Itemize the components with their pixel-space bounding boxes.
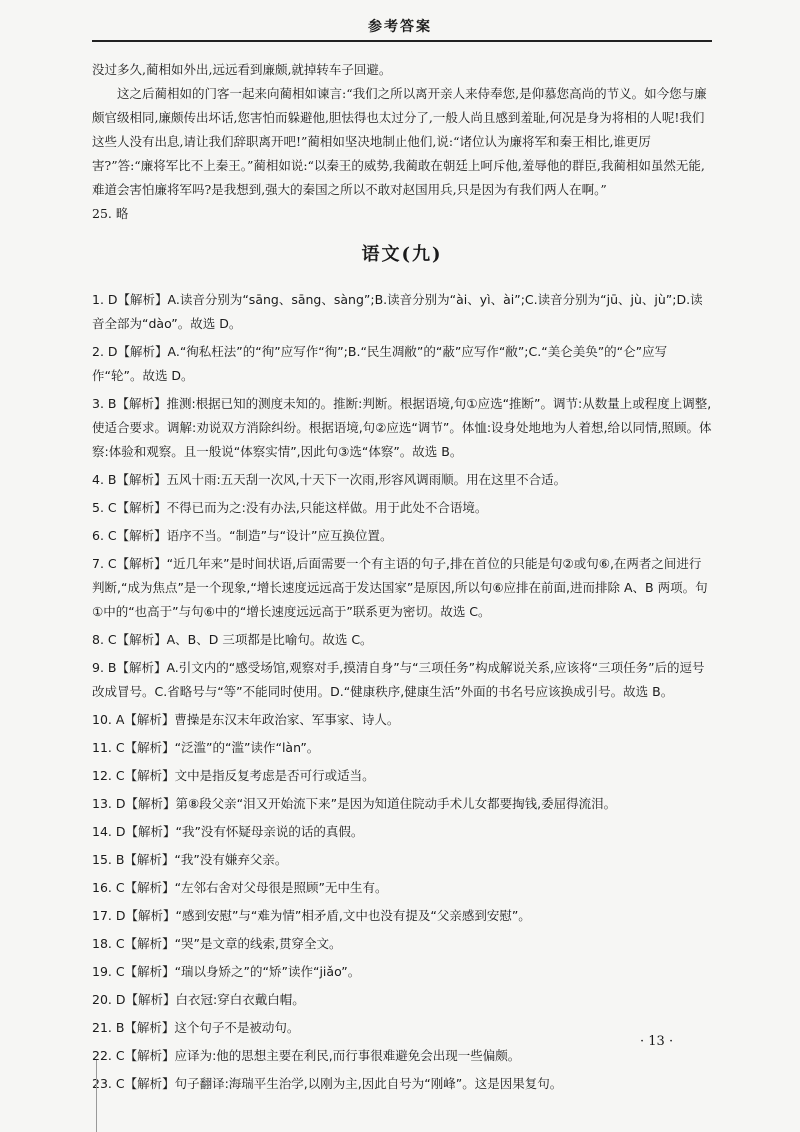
answer-item: 2. D【解析】A.“徇私枉法”的“徇”应写作“徇”;B.“民生凋敝”的“蔽”应写作“敝”;C.“美仑美奂”的“仑”应写作“轮”。故选 D。 bbox=[92, 344, 668, 383]
answer-item: 14. D【解析】“我”没有怀疑母亲说的话的真假。 bbox=[92, 824, 364, 839]
answer-item: 22. C【解析】应译为:他的思想主要在利民,而行事很难避免会出现一些偏颇。 bbox=[92, 1048, 521, 1063]
answer-25: 25. 略 bbox=[92, 206, 129, 221]
passage-paragraph-2: 这之后蔺相如的门客一起来向蔺相如谏言:“我们之所以离开亲人来侍奉您,是仰慕您高尚的节义。如今您与廉颇官级相同,廉颇传出坏话,您害怕而躲避他,胆怯得也太过分了,一般人尚且感到羞耻,何况是身为将相的人呢!我们这些人没有出息,请让我们辞职离开吧!”蔺相如坚决地制止他们,说:“诸位认为廉将军和秦王相比,谁更厉害?”答:“廉将军比不上秦王。”蔺相如说:“以秦王的威势,我蔺敢在朝廷上呵斥他,羞辱他的群臣,我蔺相如虽然无能,难道会害怕廉将军吗?是我想到,强大的秦国之所以不敢对赵国用兵,只是因为有我们两人在啊。” bbox=[92, 86, 707, 197]
answer-item: 18. C【解析】“哭”是文章的线索,贯穿全文。 bbox=[92, 936, 342, 951]
section-title: 语文(九) bbox=[361, 244, 443, 265]
answer-item: 7. C【解析】“近几年来”是时间状语,后面需要一个有主语的句子,排在首位的只能是句②或句⑥,在两者之间进行判断,“成为焦点”是一个现象,“增长速度远远高于发达国家”是原因,所以句⑥应排在前面,进而排除 A、B 两项。句①中的“也高于”与句⑥中的“增长速度远远高于”联系更为密切。故选 C。 bbox=[92, 556, 708, 619]
answer-item: 11. C【解析】“泛滥”的“滥”读作“làn”。 bbox=[92, 740, 320, 755]
answer-item: 12. C【解析】文中是指反复考虑是否可行或适当。 bbox=[92, 768, 375, 783]
answer-item: 5. C【解析】不得已而为之:没有办法,只能这样做。用于此处不合语境。 bbox=[92, 500, 488, 515]
answer-item: 15. B【解析】“我”没有嫌弃父亲。 bbox=[92, 852, 288, 867]
answer-item: 19. C【解析】“瑞以身矫之”的“矫”读作“jiǎo”。 bbox=[92, 964, 361, 979]
answer-item: 20. D【解析】白衣冠:穿白衣戴白帽。 bbox=[92, 992, 305, 1007]
answer-item: 1. D【解析】A.读音分别为“sāng、sāng、sàng”;B.读音分别为“ài、yì、ài”;C.读音分别为“jū、jù、jù”;D.读音全部为“dào”。故选 D。 bbox=[92, 292, 703, 331]
passage-line-1: 没过多久,蔺相如外出,远远看到廉颇,就掉转车子回避。 bbox=[92, 62, 392, 77]
header-title: 参考答案 bbox=[368, 19, 432, 35]
page-number: · 13 · bbox=[640, 1034, 674, 1049]
answer-item: 6. C【解析】语序不当。“制造”与“设计”应互换位置。 bbox=[92, 528, 393, 543]
answer-item: 23. C【解析】句子翻译:海瑞平生治学,以刚为主,因此自号为“刚峰”。这是因果复句。 bbox=[92, 1076, 563, 1091]
answer-item: 13. D【解析】第⑧段父亲“泪又开始流下来”是因为知道住院动手术儿女都要掏钱,委屈得流泪。 bbox=[92, 796, 617, 811]
answer-item: 21. B【解析】这个句子不是被动句。 bbox=[92, 1020, 300, 1035]
binding-edge-line bbox=[96, 1060, 97, 1132]
page-content bbox=[92, 58, 712, 1100]
answer-item: 3. B【解析】推测:根据已知的测度未知的。推断:判断。根据语境,句①应选“推断”。调节:从数量上或程度上调整,使适合要求。调解:劝说双方消除纠纷。根据语境,句②应选“调节”。体恤:设身处地地为人着想,给以同情,照顾。体察:体验和观察。且一般说“体察实情”,因此句③选“体察”。故选 B。 bbox=[92, 396, 712, 459]
answer-item: 4. B【解析】五风十雨:五天刮一次风,十天下一次雨,形容风调雨顺。用在这里不合适。 bbox=[92, 472, 567, 487]
answer-list bbox=[92, 288, 712, 1096]
answer-item: 17. D【解析】“感到安慰”与“难为情”相矛盾,文中也没有提及“父亲感到安慰”。 bbox=[92, 908, 531, 923]
answer-item: 8. C【解析】A、B、D 三项都是比喻句。故选 C。 bbox=[92, 632, 373, 647]
answer-item: 16. C【解析】“左邻右舍对父母很是照顾”无中生有。 bbox=[92, 880, 388, 895]
answer-item: 10. A【解析】曹操是东汉末年政治家、军事家、诗人。 bbox=[92, 712, 400, 727]
answer-item: 9. B【解析】A.引文内的“感受场馆,观察对手,摸清自身”与“三项任务”构成解说关系,应该将“三项任务”后的逗号改成冒号。C.省略号与“等”不能同时使用。D.“健康秩序,健康生活”外面的书名号应该换成引号。故选 B。 bbox=[92, 660, 705, 699]
header-divider bbox=[92, 40, 712, 42]
